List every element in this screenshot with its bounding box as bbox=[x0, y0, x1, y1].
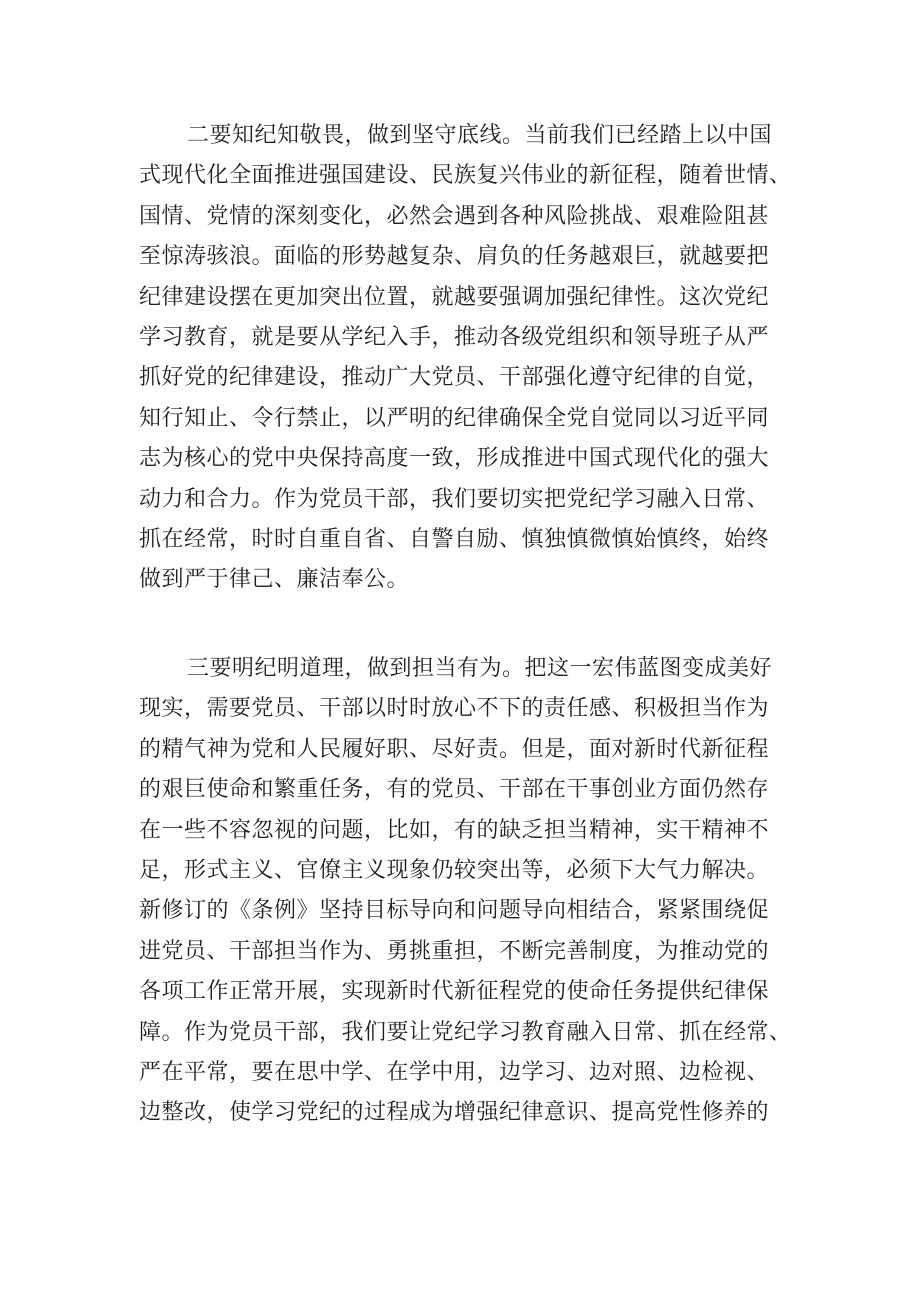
paragraph-line: 志为核心的党中央保持高度一致，形成推进中国式现代化的强大 bbox=[139, 446, 770, 472]
paragraph-line: 障。作为党员干部，我们要让党纪学习教育融入日常、抓在经常、 bbox=[139, 1019, 792, 1045]
paragraph-line: 边整改，使学习党纪的过程成为增强纪律意识、提高党性修养的 bbox=[139, 1100, 770, 1126]
paragraph-line: 知行知止、令行禁止，以严明的纪律确保全党自觉同以习近平同 bbox=[139, 405, 770, 431]
paragraph-line: 的精气神为党和人民履好职、尽好责。但是，面对新时代新征程 bbox=[139, 736, 770, 762]
paragraph-line: 新修订的《条例》坚持目标导向和问题导向相结合，紧紧围绕促 bbox=[139, 898, 770, 924]
paragraph-line: 的艰巨使命和繁重任务，有的党员、干部在干事创业方面仍然存 bbox=[139, 777, 770, 803]
paragraph-line: 纪律建设摆在更加突出位置，就越要强调加强纪律性。这次党纪 bbox=[139, 284, 770, 310]
paragraph-line: 进党员、干部担当作为、勇挑重担，不断完善制度，为推动党的 bbox=[139, 938, 770, 964]
paragraph-line: 抓在经常，时时自重自省、自警自励、慎独慎微慎始慎终，始终 bbox=[139, 526, 770, 552]
paragraph-line: 式现代化全面推进强国建设、民族复兴伟业的新征程，随着世情、 bbox=[139, 163, 792, 189]
paragraph-line: 严在平常，要在思中学、在学中用，边学习、边对照、边检视、 bbox=[139, 1059, 770, 1085]
paragraph-line: 在一些不容忽视的问题，比如，有的缺乏担当精神，实干精神不 bbox=[139, 817, 770, 843]
paragraph-line: 学习教育，就是要从学纪入手，推动各级党组织和领导班子从严 bbox=[139, 324, 770, 350]
paragraph-line: 抓好党的纪律建设，推动广大党员、干部强化遵守纪律的自觉， bbox=[139, 365, 770, 391]
paragraph-line: 做到严于律己、廉洁奉公。 bbox=[139, 567, 410, 593]
paragraph-line: 至惊涛骇浪。面临的形势越复杂、肩负的任务越艰巨，就越要把 bbox=[139, 244, 770, 270]
paragraph-line: 国情、党情的深刻变化，必然会遇到各种风险挑战、艰难险阻甚 bbox=[139, 203, 770, 229]
paragraph-line: 足，形式主义、官僚主义现象仍较突出等，必须下大气力解决。 bbox=[139, 857, 770, 883]
paragraph-line: 现实，需要党员、干部以时时放心不下的责任感、积极担当作为 bbox=[139, 696, 770, 722]
paragraph-line: 三要明纪明道理，做到担当有为。把这一宏伟蓝图变成美好 bbox=[187, 656, 773, 681]
paragraph-line: 各项工作正常开展，实现新时代新征程党的使命任务提供纪律保 bbox=[139, 979, 770, 1005]
paragraph-keep-bottom-line bbox=[139, 116, 799, 601]
paragraph-line: 二要知纪知敬畏，做到坚守底线。当前我们已经踏上以中国 bbox=[187, 123, 773, 148]
paragraph-line: 动力和合力。作为党员干部，我们要切实把党纪学习融入日常、 bbox=[139, 486, 770, 512]
paragraph-take-responsibility bbox=[139, 649, 799, 1134]
